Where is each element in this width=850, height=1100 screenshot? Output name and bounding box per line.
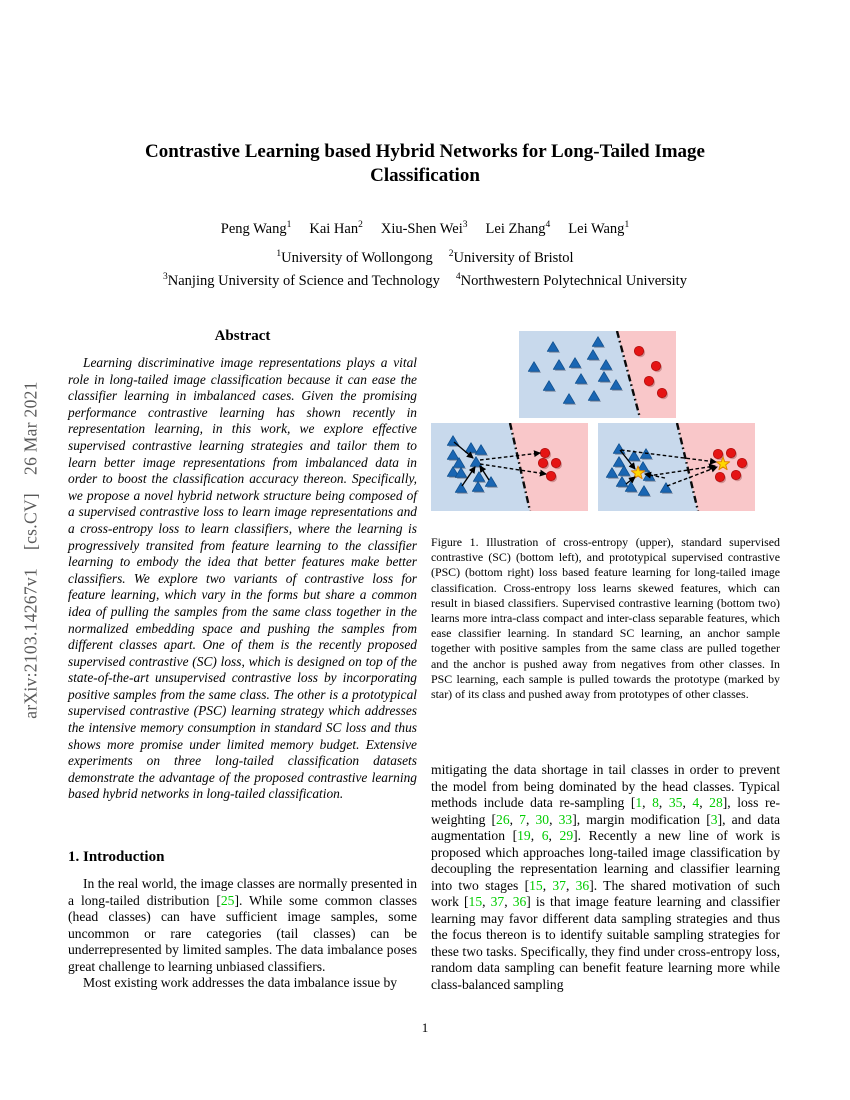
- figure-panel-svg: [519, 331, 676, 418]
- figure-panel-supervised-contrastive: [431, 423, 588, 511]
- affiliation-line: [68, 247, 782, 270]
- arxiv-banner-segment: arXiv:2103.14267v1: [20, 568, 41, 719]
- citation-link[interactable]: 37: [552, 877, 566, 893]
- citation-link[interactable]: 26: [496, 811, 510, 827]
- citation-link[interactable]: 4: [692, 795, 700, 810]
- figure-panel-prototypical-supervised-contrastive: [598, 423, 755, 511]
- citation-link[interactable]: 30: [535, 811, 550, 827]
- figure-panel-svg: [431, 423, 588, 511]
- citation-link[interactable]: 36: [575, 877, 590, 893]
- figure-panel-cross-entropy: [519, 331, 676, 418]
- affiliation-line: [68, 270, 782, 293]
- affiliation: $^1$University of Wollongong: [276, 249, 433, 266]
- affiliation: $^2$University of Bristol: [448, 249, 574, 266]
- paper-title: Contrastive Learning based Hybrid Networks for Long-Tailed Image Classification: [145, 141, 705, 186]
- right-column-paragraph: mitigating the data shortage in tail classes in order to prevent the model from being dominated by the head classes. Typical methods include data re-sampling [1, 8, 35, 4, 28], loss re-weighting [26, 7, 30, 33], margin modification [3], and data augmentation [19, 6, 29]. Recently a new line of work is proposed which approaches long-tailed image classification by decoupling the representation learning and classifier learning into two stages [15, 37, 36]. The shared motivation of such work [15, 37, 36] is that image feature learning and classifier learning may favor different data sampling strategies and thus the focus thereon is to identify suitable sampling strategies for these two tasks. Specifically, they find under cross-entropy loss, random data sampling can benefit feature learning more while class-balanced sampling: [431, 762, 781, 992]
- section-heading-introduction: 1. Introduction: [68, 849, 165, 865]
- citation-link[interactable]: 28: [709, 795, 723, 810]
- citation-link[interactable]: 33: [558, 811, 573, 827]
- citation-link[interactable]: 25: [220, 892, 235, 908]
- author-name: Kai Han$^2$: [309, 220, 363, 237]
- author-name: Xiu-Shen Wei$^3$: [380, 220, 468, 237]
- introduction-paragraphs: [68, 876, 417, 992]
- citation-link[interactable]: 1: [635, 795, 643, 810]
- arxiv-banner: [21, 372, 42, 727]
- abstract-heading: Abstract: [214, 328, 271, 344]
- intro-paragraph-2: Most existing work addresses the data imbalance issue by: [83, 975, 398, 990]
- arxiv-banner-segment: 26 Mar 2021: [20, 381, 41, 475]
- right-column-body: [431, 762, 780, 993]
- page-number: 1: [421, 1020, 429, 1035]
- citation-link[interactable]: 37: [490, 894, 505, 909]
- figure-1: [431, 325, 780, 520]
- arxiv-banner-segment: [cs.CV]: [20, 492, 41, 551]
- affiliation: $^4$Northwestern Polytechnical University: [455, 272, 687, 289]
- affiliation: $^3$Nanjing University of Science and Technology: [163, 272, 440, 289]
- citation-link[interactable]: 8: [652, 795, 659, 810]
- figure-caption: Figure 1. Illustration of cross-entropy (upper), standard supervised contrastive (SC) (bottom left), and prototypical supervised contrastive (PSC) (bottom right) loss based feature learning for long-tailed image classification. Cross-entropy loss learns skewed features, which can result in biased classifiers. Supervised contrastive learning (bottom two) learns more intra-class compact and inter-class separable features, which ease classifier learning. In standard SC learning, an anchor sample together with positive samples from the same class are pulled together and the anchor is pushed away from negatives from other classes. In PSC learning, each sample is pulled towards the prototype (marked by star) of its class and pushed away from prototypes of other classes.: [431, 535, 780, 702]
- citation-link[interactable]: 29: [559, 828, 574, 843]
- citation-link[interactable]: 7: [519, 811, 526, 827]
- figure-panel-svg: [598, 423, 755, 511]
- citation-link[interactable]: 36: [512, 894, 527, 909]
- citation-link[interactable]: 19: [517, 828, 531, 843]
- affiliation-lines: [68, 247, 782, 293]
- abstract-text: Learning discriminative image representations plays a vital role in long-tailed image classification because it can ease the classifier learning in imbalanced cases. Given the promising performance contrastive learning has shown recently in representation learning, in this work, we explore effective supervised contrastive learning strategies and tailor them to learn better image representations from imbalanced data in order to boost the classification accuracy thereon. Specifically, we propose a novel hybrid network structure being composed of a supervised contrastive loss to learn image representations and a cross-entropy loss to learn classifiers, where the learning is progressively transited from feature learning to the classifier learning to embody the idea that better features make better classifiers. We explore two variants of contrastive loss for feature learning, which vary in the forms but share a common idea of pulling the samples from the same class together in the normalized embedding space and pushing the samples from different classes apart. One of them is the recently proposed supervised contrastive (SC) loss, which is designed on top of the state-of-the-art unsupervised contrastive loss by incorporating positive samples from the same class. The other is a prototypical supervised contrastive (PSC) learning strategy which addresses the intensive memory consumption in standard SC loss and thus shows more promise under limited memory budget. Extensive experiments on three long-tailed classification datasets demonstrate the advantage of the proposed contrastive learning based hybrid networks in long-tailed classification.: [68, 355, 417, 802]
- intro-paragraph-1: In the real world, the image classes are normally presented in a long-tailed distribution [25]. While some common classes (head classes) can have sufficient image samples, some uncommon or rare categories (tail classes) can be underrepresented by limited samples. The data imbalance poses great challenge to learning unbiased classifiers.: [68, 876, 417, 974]
- author-name: Lei Wang$^1$: [568, 220, 630, 237]
- citation-link[interactable]: 35: [668, 795, 683, 810]
- citation-link[interactable]: 15: [468, 894, 483, 909]
- citation-link[interactable]: 6: [541, 828, 549, 843]
- author-name: Peng Wang$^1$: [220, 220, 292, 237]
- citation-link[interactable]: 3: [710, 811, 718, 827]
- author-line: [68, 221, 782, 238]
- citation-link[interactable]: 15: [529, 877, 543, 893]
- author-name: Lei Zhang$^4$: [485, 220, 551, 237]
